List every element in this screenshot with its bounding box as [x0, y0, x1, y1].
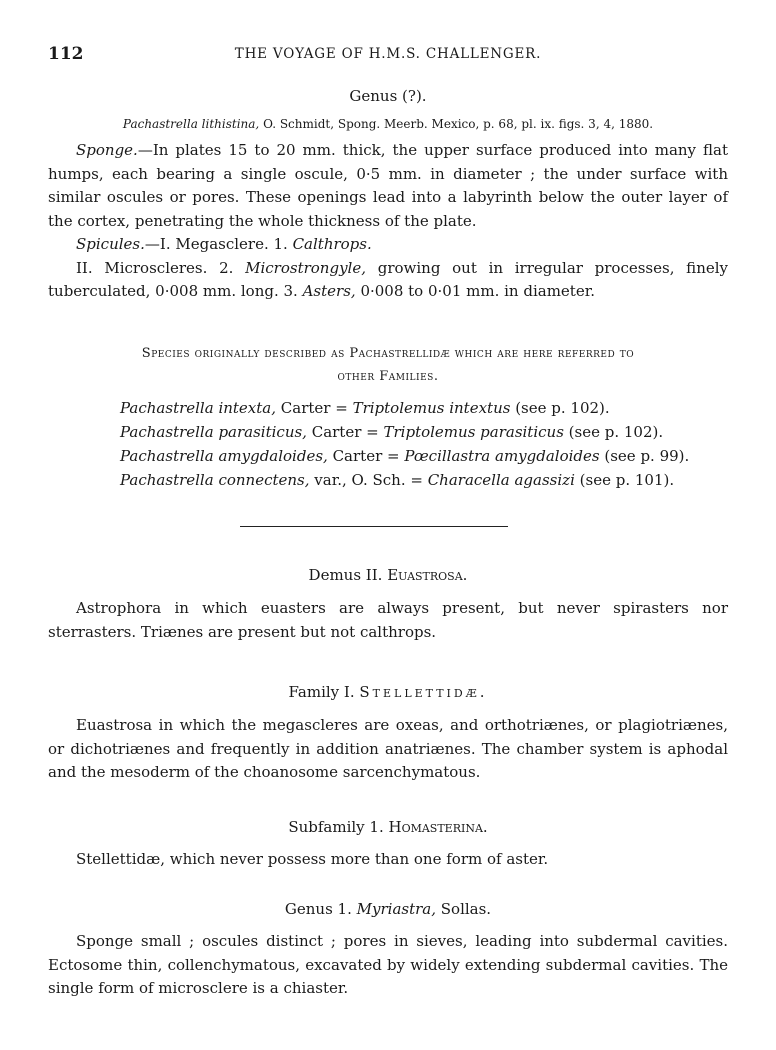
genus-question-heading: Genus (?). — [349, 87, 427, 105]
genus1-name: Myriastra, — [356, 900, 436, 918]
species-item: Pachastrella connectens, var., O. Sch. = Characella agassizi (see p. 101). — [120, 471, 675, 489]
page-number: 112 — [48, 44, 84, 64]
genus1-heading: Genus 1. Myriastra, Sollas. — [284, 900, 492, 918]
asters-term: Asters, — [302, 282, 356, 300]
microscleres-text-c: 0·008 to 0·01 mm. in diameter. — [355, 282, 595, 300]
citation-species: Pachastrella lithistina, — [122, 117, 260, 131]
running-title: THE VOYAGE OF H.M.S. CHALLENGER. — [234, 46, 542, 62]
sponge-text: —In plates 15 to 20 mm. thick, the upper surface produced into many flat humps, each bearing a single oscule, 0·5 mm. in diameter ; the under surface with similar oscules or pores. These openings lead into a labyrinth below the outer layer of the cortex, penetrating the whole thickness of the plate. — [48, 141, 728, 230]
citation — [0, 117, 776, 131]
family-description: Euastrosa in which the megascleres are oxeas, and orthotriænes, or plagiotriænes, or dichotriænes and frequently in addition anatriænes. The chamber system is aphodal and the mesoderm of the choanosome sarcenchymatous. — [48, 716, 728, 781]
species-item: Pachastrella intexta, Carter = Triptolemus intextus (see p. 102). — [120, 399, 610, 417]
sponge-label: Sponge. — [76, 141, 138, 159]
microscleres-text-a: II. Microscleres. 2. — [76, 258, 246, 277]
subfamily-heading: Subfamily 1. Homasterina. — [288, 818, 488, 836]
spicules-label: Spicules. — [76, 235, 145, 253]
species-heading-line-1: Species originally described as Pachastrellidæ which are here referred to — [141, 346, 635, 361]
microstrongyle-term: Microstrongyle, — [245, 258, 366, 277]
citation-text: O. Schmidt, Spong. Meerb. Mexico, p. 68, pl. ix. figs. 3, 4, 1880. — [259, 117, 654, 131]
species-heading-line-2: other Families. — [337, 369, 439, 384]
family-heading: Family I. Stellettidæ. — [288, 683, 488, 701]
spicules-paragraph — [48, 233, 728, 257]
sponge-paragraph — [48, 139, 728, 233]
species-item: Pachastrella amygdaloides, Carter = Pœcillastra amygdaloides (see p. 99). — [120, 447, 690, 465]
species-section-heading — [48, 342, 728, 388]
demus-description: Astrophora in which euasters are always present, but never spirasters nor sterrasters. Triænes are present but not calthrops. — [48, 599, 728, 641]
spicules-text: —I. Megasclere. 1. — [144, 235, 293, 253]
microscleres-paragraph — [48, 257, 728, 304]
species-item: Pachastrella parasiticus, Carter = Triptolemus parasiticus (see p. 102). — [120, 423, 664, 441]
calthrops-term: Calthrops. — [292, 235, 372, 253]
microscleres-text-b: growing out in irregular processes, finely tuberculated, 0·008 mm. long. 3. — [48, 258, 728, 300]
section-divider — [240, 526, 508, 527]
demus-heading: Demus II. Euastrosa. — [308, 566, 468, 584]
species-list — [120, 396, 689, 492]
genus-description — [48, 139, 728, 304]
subfamily-description: Stellettidæ, which never possess more than one form of aster. — [76, 850, 549, 868]
genus1-description: Sponge small ; oscules distinct ; pores in sieves, leading into subdermal cavities. Ectosome thin, collenchymatous, excavated by widely extending subdermal cavities. The single form of microsclere is a chiaster. — [48, 932, 728, 997]
